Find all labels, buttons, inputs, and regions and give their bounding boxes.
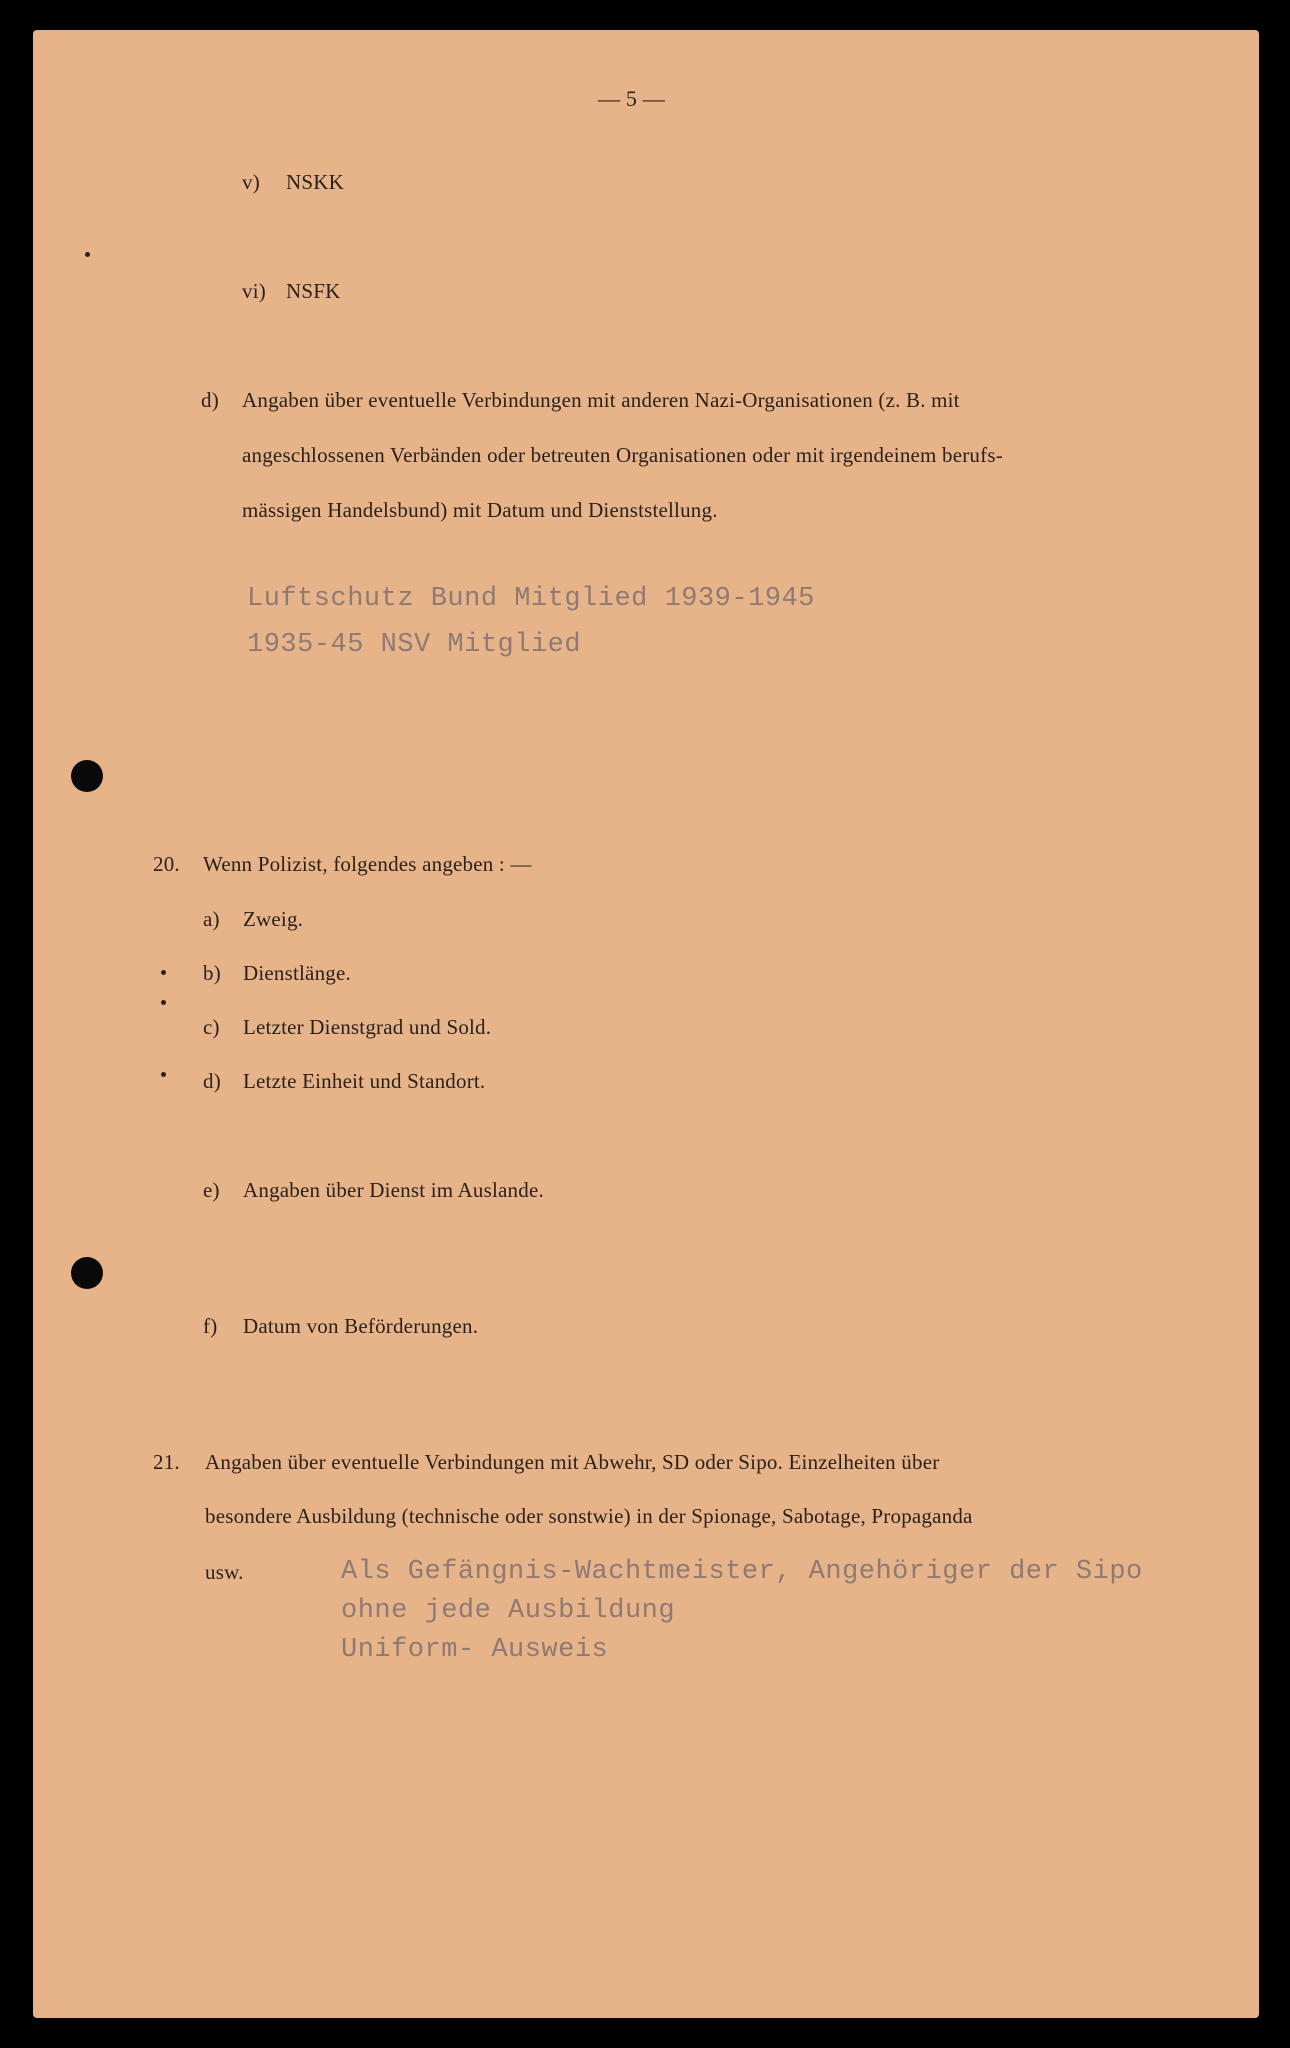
item-d-line1: Angaben über eventuelle Verbindungen mit anderen Nazi-Organisationen (z. B. mit — [242, 388, 960, 412]
q20-e-text: Angaben über Dienst im Auslande. — [243, 1178, 544, 1202]
q20-d-label: d) — [203, 1069, 221, 1093]
q20-d — [203, 1069, 485, 1094]
q20-text: Wenn Polizist, folgendes angeben : — — [203, 852, 532, 876]
item-d-answer2: 1935-45 NSV Mitglied — [247, 630, 582, 660]
item-vi-text: NSFK — [286, 279, 341, 303]
q20-c-text: Letzter Dienstgrad und Sold. — [243, 1015, 492, 1039]
item-d-line2: angeschlossenen Verbänden oder betreuten Organisationen oder mit irgendeinem berufs- — [242, 443, 1003, 467]
q21-line3: usw. — [205, 1560, 244, 1584]
q20-a-label: a) — [203, 907, 220, 931]
q20-b-text: Dienstlänge. — [243, 961, 351, 985]
ink-speck — [161, 1072, 166, 1077]
item-vi — [242, 279, 341, 304]
ink-speck — [161, 1000, 166, 1005]
q20-f — [203, 1314, 478, 1339]
q20-c-label: c) — [203, 1015, 220, 1039]
q20-e — [203, 1178, 544, 1203]
q20-a-text: Zweig. — [243, 907, 304, 931]
q20-e-label: e) — [203, 1178, 220, 1202]
q20-number: 20. — [153, 852, 180, 876]
item-v-text: NSKK — [286, 170, 344, 194]
q21-line2: besondere Ausbildung (technische oder sonstwie) in der Spionage, Sabotage, Propaganda — [205, 1504, 973, 1528]
q20-a — [203, 907, 303, 932]
q20-f-text: Datum von Beförderungen. — [243, 1314, 479, 1338]
page-number: — 5 — — [598, 86, 665, 111]
q20-d-text: Letzte Einheit und Standort. — [243, 1069, 486, 1093]
q21-number: 21. — [153, 1450, 180, 1474]
document-page — [33, 30, 1259, 2018]
punch-hole-top — [71, 760, 103, 792]
ink-speck — [161, 970, 166, 975]
item-v-label: v) — [242, 170, 260, 194]
item-d-label: d) — [201, 388, 219, 412]
item-vi-label: vi) — [242, 279, 266, 303]
q21-answer3: Uniform- Ausweis — [341, 1635, 609, 1665]
q20-c — [203, 1015, 491, 1040]
punch-hole-bottom — [71, 1257, 103, 1289]
q21-answer2: ohne jede Ausbildung — [341, 1596, 676, 1626]
item-d-answer1: Luftschutz Bund Mitglied 1939-1945 — [247, 584, 815, 614]
item-v — [242, 170, 344, 195]
ink-speck — [85, 252, 90, 257]
q20-b — [203, 961, 351, 986]
q20-f-label: f) — [203, 1314, 218, 1338]
q21-line1: Angaben über eventuelle Verbindungen mit Abwehr, SD oder Sipo. Einzelheiten über — [205, 1450, 940, 1474]
q20-b-label: b) — [203, 961, 221, 985]
item-d-line3: mässigen Handelsbund) mit Datum und Dienststellung. — [242, 498, 718, 522]
q21-answer1: Als Gefängnis-Wachtmeister, Angehöriger der Sipo — [341, 1557, 1143, 1587]
